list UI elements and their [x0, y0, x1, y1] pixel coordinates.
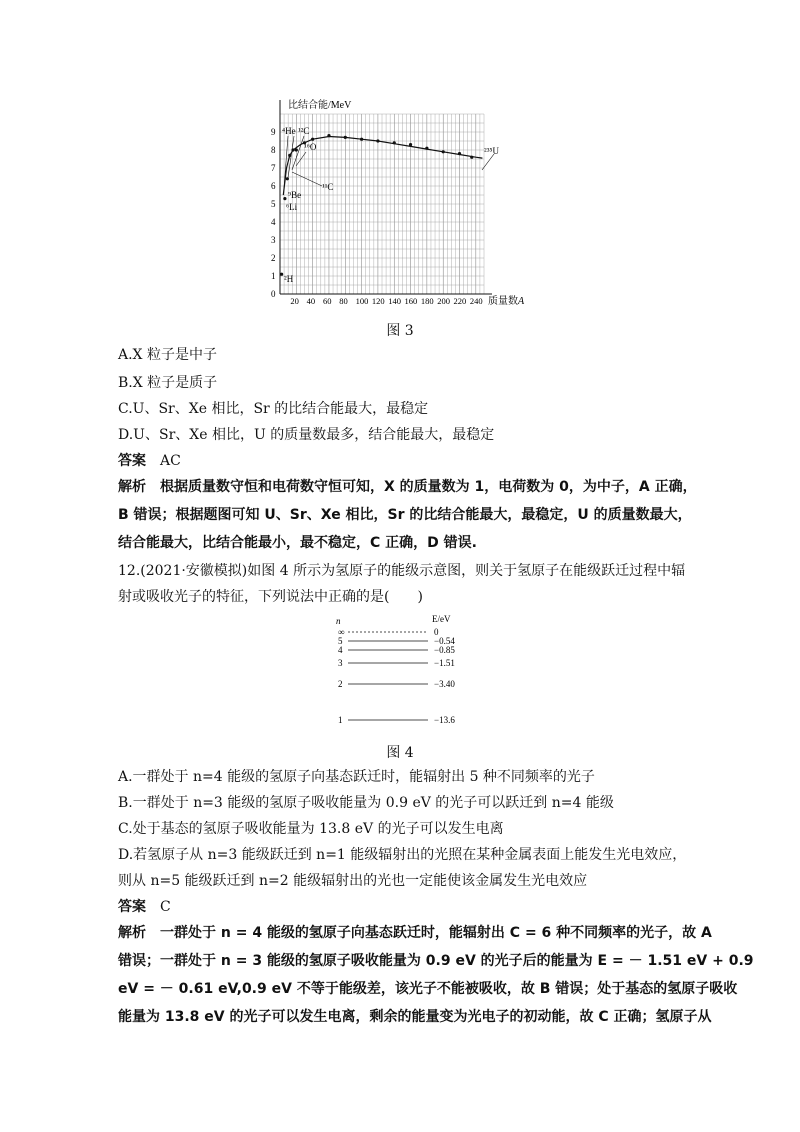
y-axis-label: 比结合能/MeV	[288, 100, 352, 111]
option-d: D.U、Sr、Xe 相比，U 的质量数最多，结合能最大，最稳定	[118, 427, 495, 443]
data-point	[393, 141, 396, 144]
x-tick-label: 200	[437, 296, 450, 306]
y-tick-label: 0	[271, 289, 276, 299]
level-n-label: 2	[338, 679, 343, 689]
analysis2-text: 一群处于 n = 4 能级的氢原子向基态跃迁时，能辐射出 C = 6 种不同频率的光子，故 A	[160, 925, 712, 941]
level-energy-label: 0	[434, 627, 439, 637]
level-energy-label: −1.51	[434, 658, 455, 668]
energy-levels	[338, 627, 455, 725]
answer2-row	[118, 898, 171, 916]
e-label: E/eV	[432, 614, 451, 624]
data-point	[425, 147, 428, 150]
data-point	[360, 138, 363, 141]
x-tick-label: 140	[388, 296, 401, 306]
question-12-line2: 射或吸收光子的特征，下列说法中正确的是( )	[118, 589, 423, 605]
answer-value: AC	[160, 453, 181, 469]
x-tick-label: 240	[469, 296, 483, 306]
option2-d-line2: 则从 n=5 能级跃迁到 n=2 能级辐射出的光也一定能使该金属发生光电效应	[118, 873, 588, 889]
label-o16: ¹⁶O	[304, 142, 317, 152]
x-tick-label: 180	[420, 296, 434, 306]
analysis-row-1	[118, 478, 697, 496]
analysis-row-3: 结合能最大，比结合能最小，最不稳定，C 正确，D 错误.	[118, 535, 477, 551]
level-energy-label: −0.54	[434, 636, 455, 646]
chart-grid	[280, 114, 484, 294]
y-tick-label: 7	[271, 163, 276, 173]
data-point	[409, 143, 412, 146]
label-u235: ²³⁵U	[484, 146, 500, 156]
x-tick-label: 120	[371, 296, 385, 306]
label-be: ⁹Be	[288, 190, 302, 200]
level-n-label: 1	[338, 715, 343, 725]
y-tick-label: 5	[271, 199, 276, 209]
energy-level-diagram	[330, 614, 490, 732]
data-point	[311, 138, 314, 141]
data-point	[283, 197, 286, 200]
data-point	[280, 273, 283, 276]
option2-a: A.一群处于 n=4 能级的氢原子向基态跃迁时，能辐射出 5 种不同频率的光子	[118, 769, 595, 785]
level-energy-label: −13.6	[434, 715, 455, 725]
data-points	[280, 134, 473, 276]
label-li: ⁶Li	[286, 202, 298, 212]
figure3-caption: 图 3	[386, 323, 414, 339]
data-point	[376, 139, 379, 142]
x-tick-label: 80	[339, 296, 348, 306]
label-c11: ¹¹C	[322, 182, 334, 192]
x-tick-label: 220	[453, 296, 467, 306]
data-point	[442, 150, 445, 153]
level-energy-label: −3.40	[434, 679, 455, 689]
answer-row	[118, 452, 181, 470]
option-c: C.U、Sr、Xe 相比，Sr 的比结合能最大，最稳定	[118, 401, 429, 417]
label-he4: ⁴He	[282, 126, 296, 136]
option2-d-line1: D.若氢原子从 n=3 能级跃迁到 n=1 能级辐射出的光照在某种金属表面上能发生光电效应，	[118, 847, 687, 863]
y-tick-labels	[271, 127, 276, 299]
y-tick-label: 8	[271, 145, 276, 155]
level-energy-label: −0.85	[434, 645, 455, 655]
data-point	[470, 156, 473, 159]
y-tick-label: 2	[271, 253, 276, 263]
option-b: B.X 粒子是质子	[118, 375, 218, 391]
option2-b: B.一群处于 n=3 能级的氢原子吸收能量为 0.9 eV 的光子可以跃迁到 n=4 能级	[118, 795, 614, 811]
y-tick-label: 4	[271, 217, 276, 227]
level-n-label: 4	[338, 645, 343, 655]
x-tick-label: 20	[290, 296, 299, 306]
answer-label: 答案	[118, 453, 146, 469]
x-tick-labels	[290, 296, 482, 306]
data-point	[286, 177, 289, 180]
x-tick-label: 160	[404, 296, 418, 306]
analysis-row-2: B 错误；根据题图可知 U、Sr、Xe 相比，Sr 的比结合能最大，最稳定，U 的质量数最大，	[118, 507, 692, 523]
binding-energy-chart	[262, 92, 534, 316]
x-tick-label: 60	[322, 296, 332, 306]
option-a: A.X 粒子是中子	[118, 347, 217, 363]
question-12-line1: 12.(2021·安徽模拟)如图 4 所示为氢原子的能级示意图，则关于氢原子在能级跃迁过程中辐	[118, 563, 686, 579]
answer2-value: C	[160, 899, 171, 915]
option2-c: C.处于基态的氢原子吸收能量为 13.8 eV 的光子可以发生电离	[118, 821, 504, 837]
n-label: n	[336, 616, 341, 626]
level-n-label: 3	[338, 658, 343, 668]
analysis2-row-3: eV = － 0.61 eV,0.9 eV 不等于能级差，该光子不能被吸收，故 B 错误；处于基态的氢原子吸收	[118, 981, 738, 997]
data-point	[344, 136, 347, 139]
analysis2-row-2: 错误；一群处于 n = 3 能级的氢原子吸收能量为 0.9 eV 的光子后的能量为 E = － 1.51 eV + 0.9	[118, 953, 754, 969]
x-tick-label: 100	[355, 296, 369, 306]
analysis2-row-1	[118, 924, 712, 942]
y-tick-label: 9	[271, 127, 276, 137]
x-tick-label: 40	[306, 296, 316, 306]
data-point	[458, 152, 461, 155]
y-tick-label: 1	[271, 271, 276, 281]
level-n-label: 5	[338, 636, 343, 646]
data-point	[295, 148, 298, 151]
analysis-label: 解析	[118, 479, 146, 495]
level-n-label: ∞	[338, 627, 345, 637]
analysis2-row-4: 能量为 13.8 eV 的光子可以发生电离，剩余的能量变为光电子的初动能，故 C 正确；氢原子从	[118, 1009, 712, 1025]
label-h2: ²H	[284, 274, 294, 284]
data-point	[327, 134, 330, 137]
answer2-label: 答案	[118, 899, 146, 915]
analysis2-label: 解析	[118, 925, 146, 941]
x-axis-label: 质量数A	[488, 296, 525, 307]
label-c12: ¹²C	[298, 126, 310, 136]
analysis-text: 根据质量数守恒和电荷数守恒可知，X 的质量数为 1，电荷数为 0，为中子，A 正确，	[160, 479, 697, 495]
y-tick-label: 3	[271, 235, 276, 245]
y-tick-label: 6	[271, 181, 276, 191]
figure4-caption: 图 4	[386, 745, 414, 761]
